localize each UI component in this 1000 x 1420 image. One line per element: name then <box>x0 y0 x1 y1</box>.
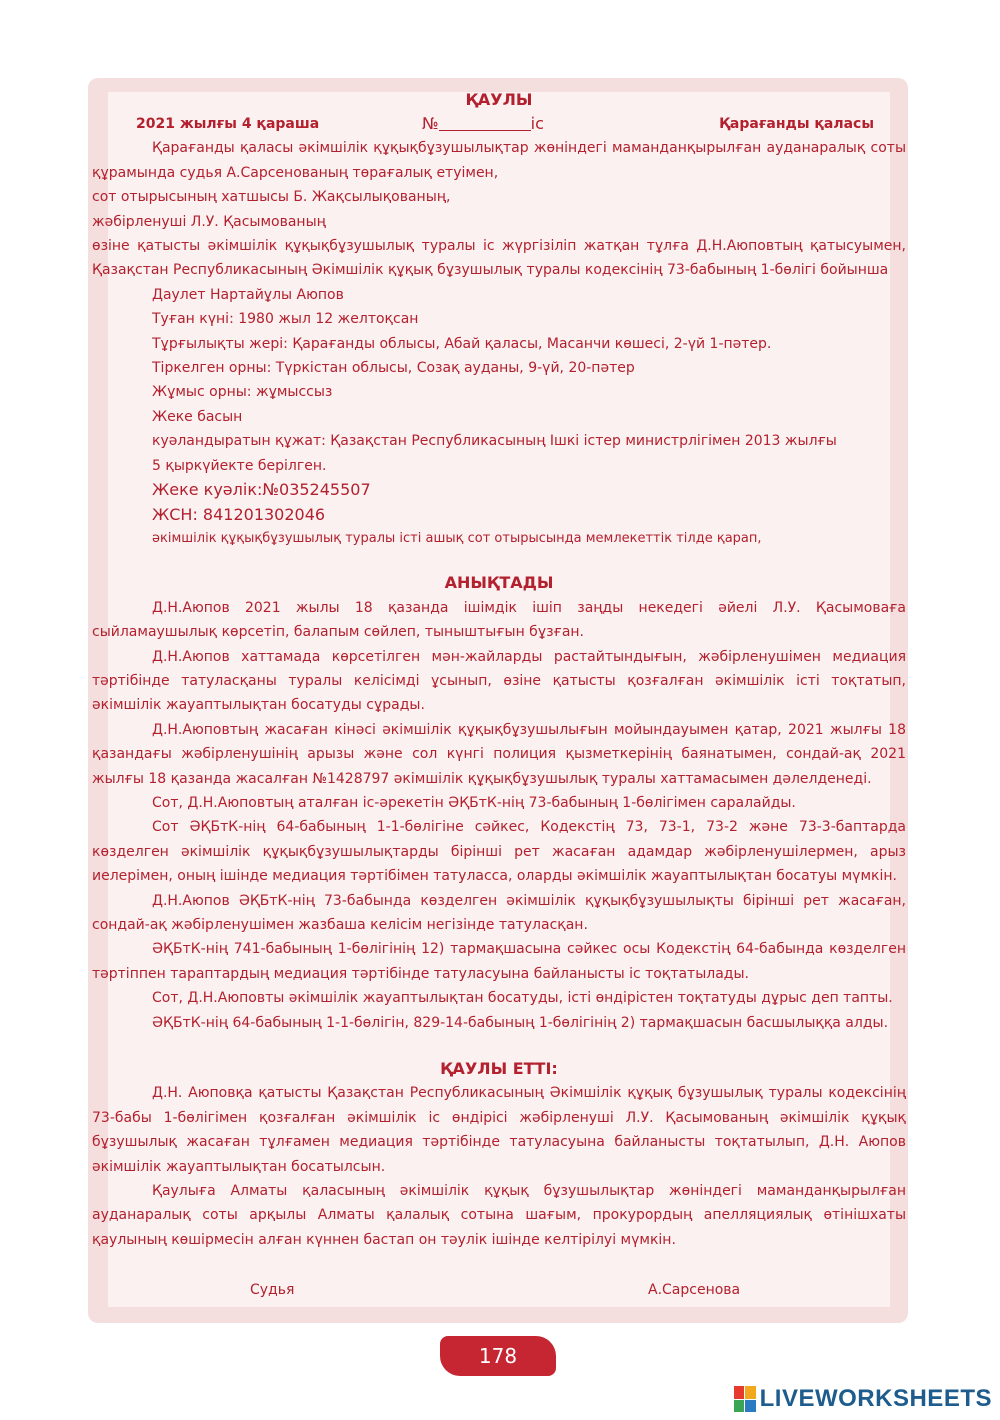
established-paragraph: Д.Н.Аюповтың жасаған кінәсі әкімшілік құқықбұзушылығын мойындауымен қатар, 2021 жылғы 18 қазандағы жәбірленушінің арызы және сол күнгі полиция қызметкерінің баянатымен, сондай-ақ 2021 жылғы 18 қазанда жасалған №1428797 әкімшілік құқықбұзушылық туралы хаттамасымен дәлелденеді. <box>92 721 906 787</box>
case-number: № іс <box>422 114 544 134</box>
person-id-issued: 5 қыркүйекте берілген. <box>152 457 327 474</box>
person-id-label: Жеке басын <box>152 408 243 425</box>
document-body <box>92 88 906 1304</box>
established-paragraph: ӘҚБтК-нің 64-бабының 1-1-бөлігін, 829-14-бабының 1-бөлігінің 2) тармақшасын басшылыққа алды. <box>152 1014 889 1031</box>
document-header <box>92 112 906 136</box>
section-established-title: АНЫҚТАДЫ <box>444 573 554 593</box>
signature-name: А.Сарсенова <box>648 1282 741 1299</box>
intro-offender: өзіне қатысты әкімшілік құқықбұзушылық туралы іс жүргізіліп жатқан тұлға Д.Н.Аюповтың қатысуымен, Қазақстан Республикасының Әкімшілік құқық бұзушылық туралы кодексінің 73-бабының 1-бөлігі бойынша <box>92 238 906 279</box>
established-paragraph: Д.Н.Аюпов 2021 жылы 18 қазанда ішімдік ішіп заңды некедегі әйелі Л.У. Қасымоваға сыйламаушылық көрсетіп, балапым сөйлеп, тыныштығын бұзған. <box>92 599 906 641</box>
person-residence: Тұрғылықты жері: Қарағанды облысы, Абай қаласы, Масанчи көшесі, 2-үй 1-пәтер. <box>152 335 772 352</box>
logo-blocks-icon <box>734 1386 756 1412</box>
person-birth: Туған күні: 1980 жыл 12 желтоқсан <box>152 311 419 328</box>
liveworksheets-logo[interactable] <box>734 1384 992 1414</box>
document-date: 2021 жылғы 4 қараша <box>136 116 320 133</box>
resolved-paragraph: Қаулыға Алматы қаласының әкімшілік құқық бұзушылықтар жөніндегі маманданқырылған ауданаралық соты арқылы Алматы қалалық сотына шағым, прокурордың апелляциялық өтінішхаты қаулының көшірмесін алған күннен бастап он тәулік ішінде келтірілуі мүмкін. <box>92 1183 906 1248</box>
established-paragraph: Сот, Д.Н.Аюповты әкімшілік жауаптылықтан босатуды, істі өндірістен тоқтатуды дұрыс деп тапты. <box>152 990 893 1007</box>
established-paragraph: ӘҚБтК-нің 741-бабының 1-бөлігінің 12) тармақшасына сәйкес осы Кодекстің 64-бабында көзделген тәртіппен тараптардың медиация тәртібінде татуласуына байланысты іс тоқтатылады. <box>92 941 906 982</box>
intro-secretary: сот отырысының хатшысы Б. Жақсылықованың, <box>92 189 451 206</box>
logo-text: LIVEWORKSHEETS <box>759 1385 992 1412</box>
document-title: ҚАУЛЫ <box>465 90 533 109</box>
person-id-document: куәландыратын құжат: Қазақстан Республикасының Ішкі істер министрлігімен 2013 жылғы <box>152 433 837 450</box>
person-hearing: әкімшілік құқықбұзушылық туралы істі ашық сот отырысында мемлекеттік тілде қарап, <box>152 530 762 546</box>
person-name: Даулет Нартайұлы Аюпов <box>152 286 344 303</box>
established-paragraph: Сот, Д.Н.Аюповтың аталған іс-әрекетін ӘҚБтК-нің 73-бабының 1-бөлігімен саралайды. <box>152 794 796 811</box>
case-number-blank[interactable] <box>439 116 531 131</box>
intro-victim: жәбірленуші Л.У. Қасымованың <box>92 213 326 230</box>
established-paragraph: Д.Н.Аюпов хаттамада көрсетілген мән-жайларды растайтындығын, жәбірленушімен медиация тәртібінде татуласқаны туралы келісімді ұсынып, өзіне қатысты қозғалған әкімшілік істі тоқтатып, әкімшілік жауаптылықтан босатуды сұрады. <box>92 648 906 714</box>
intro-court: Қарағанды қаласы әкімшілік құқықбұзушылықтар жөніндегі маманданқырылған ауданаралық соты құрамында судья А.Сарсенованың төрағалық етуімен, <box>92 140 906 181</box>
page-number: 178 <box>440 1336 556 1376</box>
signature-role: Судья <box>250 1282 295 1299</box>
established-paragraph: Д.Н.Аюпов ӘҚБтК-нің 73-бабында көзделген әкімшілік құқықбұзушылықты бірінші рет жасаған, сондай-ақ жәбірленушімен жазбаша келісім негізінде татуласқан. <box>92 892 906 933</box>
document-city: Қарағанды қаласы <box>719 116 874 133</box>
signature-line <box>92 1278 906 1304</box>
person-work: Жұмыс орны: жұмыссыз <box>152 384 333 401</box>
person-registration: Тіркелген орны: Түркістан облысы, Созақ ауданы, 9-үй, 20-пәтер <box>152 360 635 377</box>
person-id-number: Жеке куәлік:№035245507 <box>152 480 371 500</box>
person-iin: ЖСН: 841201302046 <box>152 504 326 524</box>
resolved-paragraph: Д.Н. Аюповқа қатысты Қазақстан Республикасының Әкімшілік құқық бұзушылық туралы кодексінің 73-бабы 1-бөлігімен қозғалған әкімшілік іс өндірісі жәбірленуші Л.У. Қасымованың әкімшілік құқық бұзушылық жасаған тұлғамен медиация тәртібінде татуласуына байланысты тоқтатылып, Д.Н. Аюпов әкімшілік жауаптылықтан босатылсын. <box>92 1085 906 1175</box>
established-paragraph: Сот ӘҚБтК-нің 64-бабының 1-1-бөлігіне сәйкес, Кодекстің 73, 73-1, 73-2 және 73-3-баптарда көзделген әкімшілік құқықбұзушылықтарды бірінші рет жасаған адамдар жәбірленушілермен, арыз иелерімен, оның ішінде медиация тәртібімен татуласса, оларды әкімшілік жауаптылықтан босатуы мүмкін. <box>92 819 906 885</box>
section-resolved-title: ҚАУЛЫ ЕТТІ: <box>440 1059 558 1079</box>
